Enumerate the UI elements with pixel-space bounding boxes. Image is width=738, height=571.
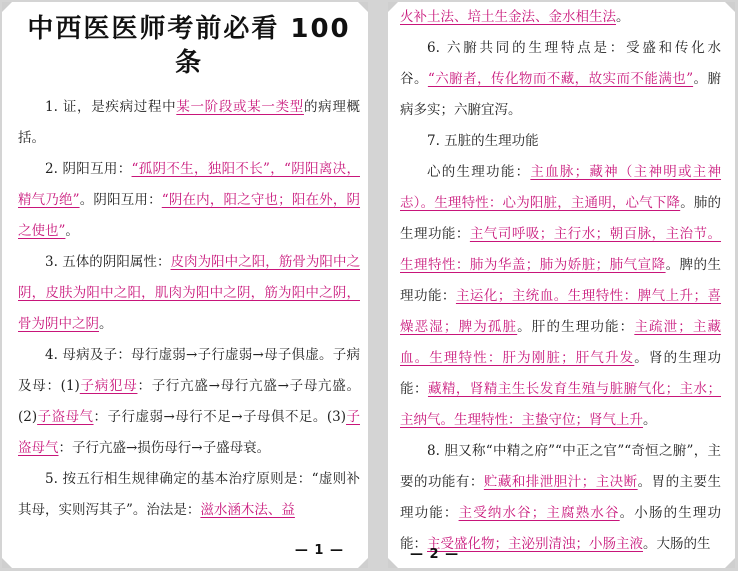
paragraph-text: 。 [643,412,657,428]
paragraph-text: ：子行虚弱→母行不足→子母俱不足。(3) [93,409,347,425]
document-page-1 [2,2,368,568]
page-corner [725,2,735,12]
paragraph-text: 。肺的生理功能： [400,195,722,242]
paragraph-text: 。肝的生理功能： [517,319,635,335]
highlighted-text: 皮肉为阳中之阳，筋骨为阳中之阴，皮肤为阳中之阳，肌肉为阳中之阴，筋为阳中之阴，骨为阴中之阴 [18,254,361,332]
paragraph-text: ：子行亢盛→损伤母行→子盛母衰。 [58,440,271,456]
paragraph [18,92,360,154]
paragraph-text: 。小肠的生理功能： [400,505,722,552]
paragraph [18,247,360,340]
paragraph [400,2,721,33]
highlighted-text: 贮藏和排泄胆汁；主决断 [483,474,638,490]
page-corner [388,2,398,12]
page-number: — 2 — [410,547,460,562]
page-2-body [400,2,721,560]
highlighted-text: 主气司呼吸；主行水；朝百脉，主治节。生理特性：肺为华盖；肺为娇脏；肺气宣降 [400,226,722,273]
highlighted-text: 藏精，肾精主生长发育生殖与脏腑气化；主水；主纳气。生理特性：主蛰守位；肾气上升 [400,381,722,428]
paragraph [18,464,360,526]
page-number: — 1 — [294,543,344,558]
paragraph-text: 。 [616,9,630,25]
highlighted-text: 子盗母气 [18,409,360,456]
paragraph-text: 心的生理功能： [427,164,531,180]
paragraph-text: 3. 五体的阴阳属性： [45,254,171,270]
page-1-body [18,92,360,526]
page-corner [725,558,735,568]
paragraph-text: 。阴阳互用： [79,192,162,208]
paragraph [400,157,721,436]
highlighted-text: 主疏泄；主藏血。生理特性：肝为刚脏；肝气升发 [400,319,722,366]
paragraph-text: 。大肠的生 [643,536,711,552]
highlighted-text: 主运化；主统血。生理特性：脾气上升；喜燥恶湿；脾为孤脏 [400,288,722,335]
highlighted-text: 子病犯母 [79,378,138,394]
highlighted-text: 主血脉；藏神（主神明或主神志）。生理特性：心为阳脏，主通明，心气下降 [400,164,722,211]
document-title: 中西医医师考前必看 100 条 [27,14,351,78]
paragraph-text: 8. 胆又称“中精之府”“中正之官”“奇恒之腑”，主要的功能有： [400,443,721,490]
paragraph-text: 。腑病多实；六腑宜泻。 [400,71,721,118]
paragraph-text: 。 [65,223,79,239]
highlighted-text: 某一阶段或某一类型 [176,99,304,115]
paragraph-text: 的病理概括。 [18,99,361,146]
highlighted-text: 火补土法、培土生金法、金水相生法 [400,9,616,25]
paragraph [400,33,721,126]
paragraph-text: 6. 六腑共同的生理特点是：受盛和传化水谷。 [400,40,721,87]
highlighted-text: 滋水涵木法、益 [200,502,295,518]
paragraph-text: 1. 证，是疾病过程中 [45,99,177,115]
paragraph-text: ：子行亢盛→母行亢盛→子母亢盛。(2) [18,378,361,425]
paragraph [18,340,360,464]
page-corner [358,2,368,12]
paragraph-text: 。胃的主要生理功能： [400,474,722,521]
highlighted-text: “孤阴不生，独阳不长”，“阴阳离决，精气乃绝” [18,161,360,208]
paragraph [400,436,721,560]
page-corner [358,558,368,568]
page-corner [2,558,12,568]
paragraph-text: 5. 按五行相生规律确定的基本治疗原则是：“虚则补其母，实则泻其子”。治法是： [18,471,360,518]
document-page-2 [388,2,735,568]
paragraph-text: 。肾的生理功能： [400,350,722,397]
paragraph [400,126,721,157]
page-corner [388,558,398,568]
paragraph [18,154,360,247]
highlighted-text: 主受纳水谷；主腐熟水谷 [458,505,620,521]
page-corner [2,2,12,12]
highlighted-text: 子盗母气 [37,409,94,425]
paragraph-text: 7. 五脏的生理功能 [427,133,539,149]
highlighted-text: 主受盛化物；主泌别清浊；小肠主液 [427,536,643,552]
paragraph-text: 。脾的生理功能： [400,257,722,304]
paragraph-text: 4. 母病及子：母行虚弱→子行虚弱→母子俱虚。子病及母：(1) [18,347,360,394]
highlighted-text: “阴在内，阳之守也；阳在外，阴之使也” [18,192,361,239]
paragraph-text: 2. 阴阳互用： [45,161,132,177]
highlighted-text: “六腑者，传化物而不藏，故实而不能满也” [427,71,694,87]
paragraph-text: 。 [99,316,113,332]
